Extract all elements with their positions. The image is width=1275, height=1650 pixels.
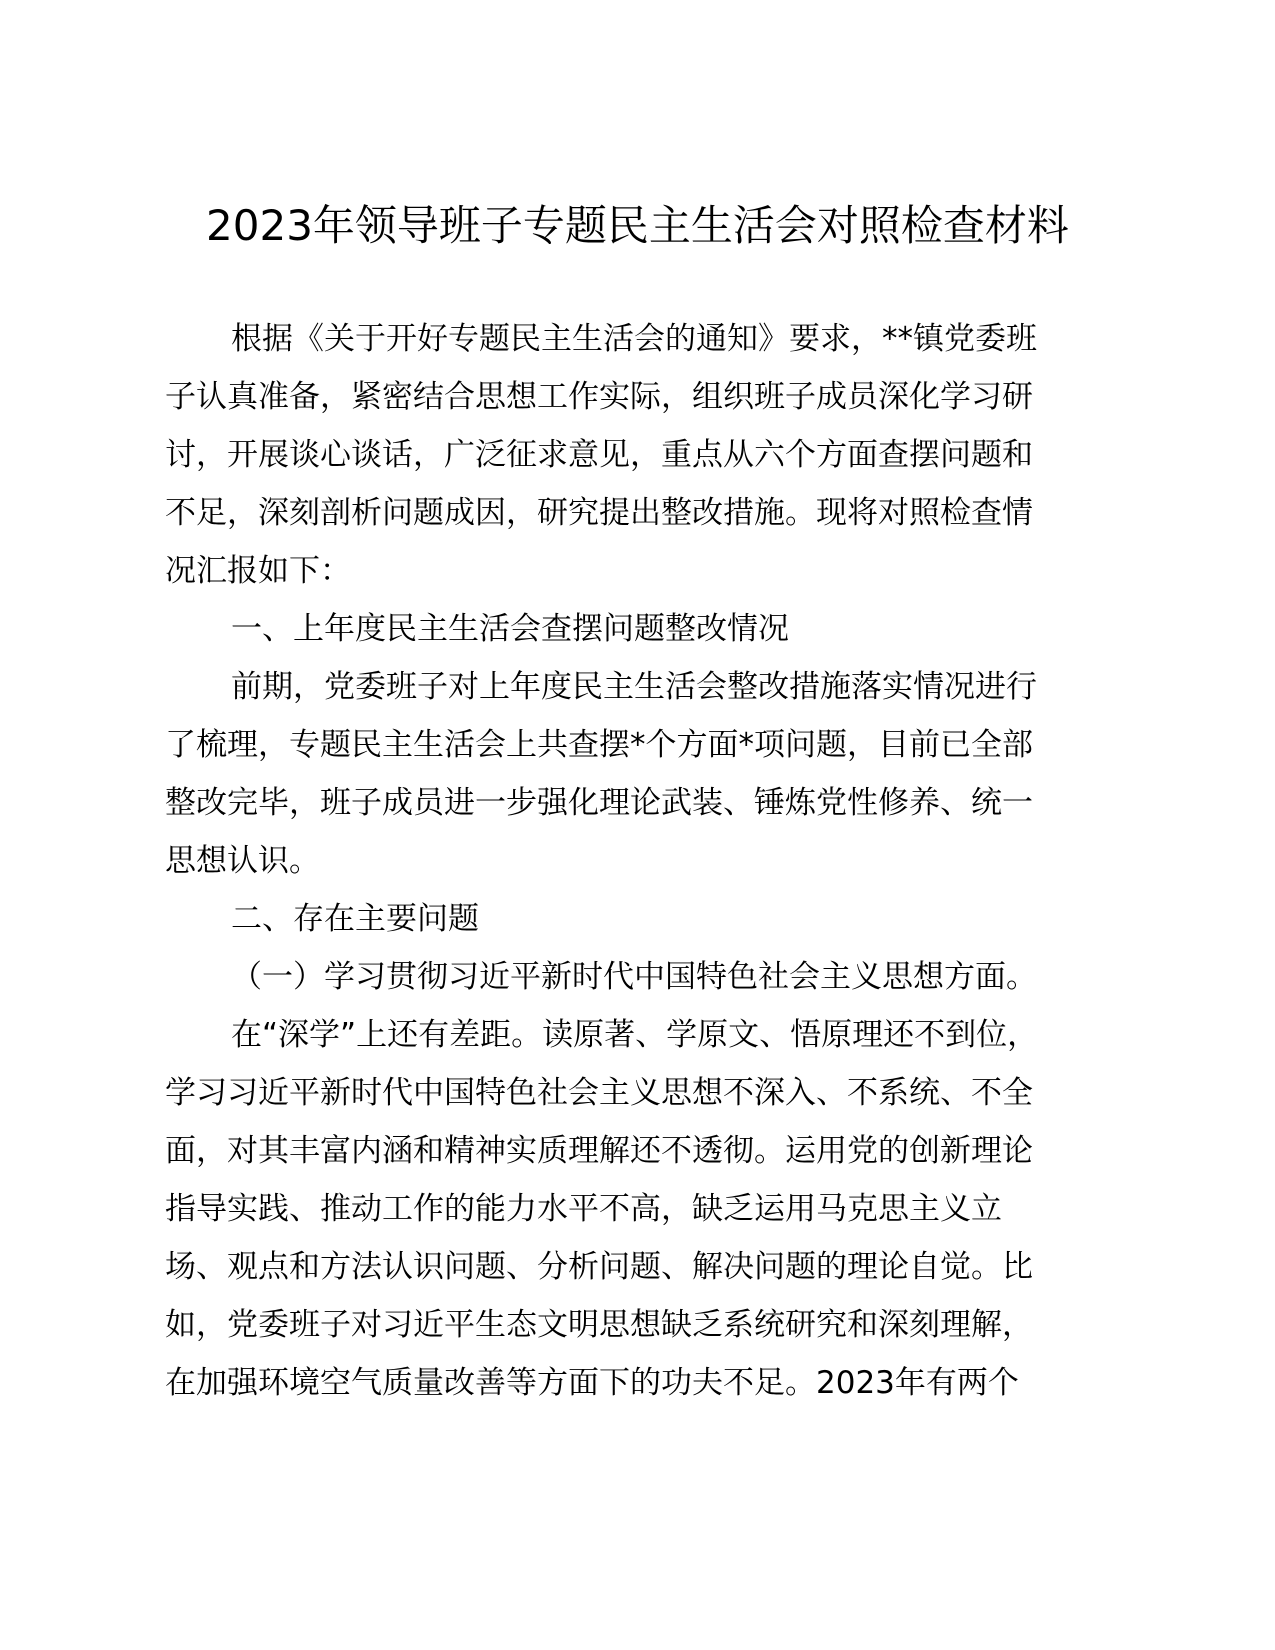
text-line: 根据《关于开好专题民主生活会的通知》要求，**镇党委班 [231, 321, 1037, 357]
text-line: 如，党委班子对习近平生态文明思想缺乏系统研究和深刻理解， [165, 1307, 1033, 1343]
text-line: 二、存在主要问题 [231, 901, 479, 937]
text-line: 一、上年度民主生活会查摆问题整改情况 [231, 611, 789, 647]
text-line: 整改完毕，班子成员进一步强化理论武装、锤炼党性修养、统一 [165, 785, 1033, 821]
text-line: 不足，深刻剖析问题成因，研究提出整改措施。现将对照检查情 [165, 495, 1033, 531]
text-line: 指导实践、推动工作的能力水平不高，缺乏运用马克思主义立 [165, 1191, 1002, 1227]
text-line: 在加强环境空气质量改善等方面下的功夫不足。2023年有两个 [165, 1365, 1019, 1401]
text-line: 前期，党委班子对上年度民主生活会整改措施落实情况进行 [231, 669, 1037, 705]
text-line: 场、观点和方法认识问题、分析问题、解决问题的理论自觉。比 [165, 1249, 1033, 1285]
document-title: 2023年领导班子专题民主生活会对照检查材料 [206, 201, 1069, 250]
text-line: 思想认识。 [165, 843, 320, 879]
text-line: 学习习近平新时代中国特色社会主义思想不深入、不系统、不全 [165, 1075, 1033, 1111]
text-line: 面，对其丰富内涵和精神实质理解还不透彻。运用党的创新理论 [165, 1133, 1033, 1169]
text-line: （一）学习贯彻习近平新时代中国特色社会主义思想方面。 [231, 959, 1037, 995]
text-line: 讨，开展谈心谈话，广泛征求意见，重点从六个方面查摆问题和 [165, 437, 1033, 473]
text-line: 在“深学”上还有差距。读原著、学原文、悟原理还不到位， [231, 1017, 1039, 1053]
document-body [165, 310, 1125, 1412]
text-line: 子认真准备，紧密结合思想工作实际，组织班子成员深化学习研 [165, 379, 1033, 415]
text-line: 况汇报如下： [165, 553, 351, 589]
text-line: 了梳理，专题民主生活会上共查摆*个方面*项问题，目前已全部 [165, 727, 1033, 763]
